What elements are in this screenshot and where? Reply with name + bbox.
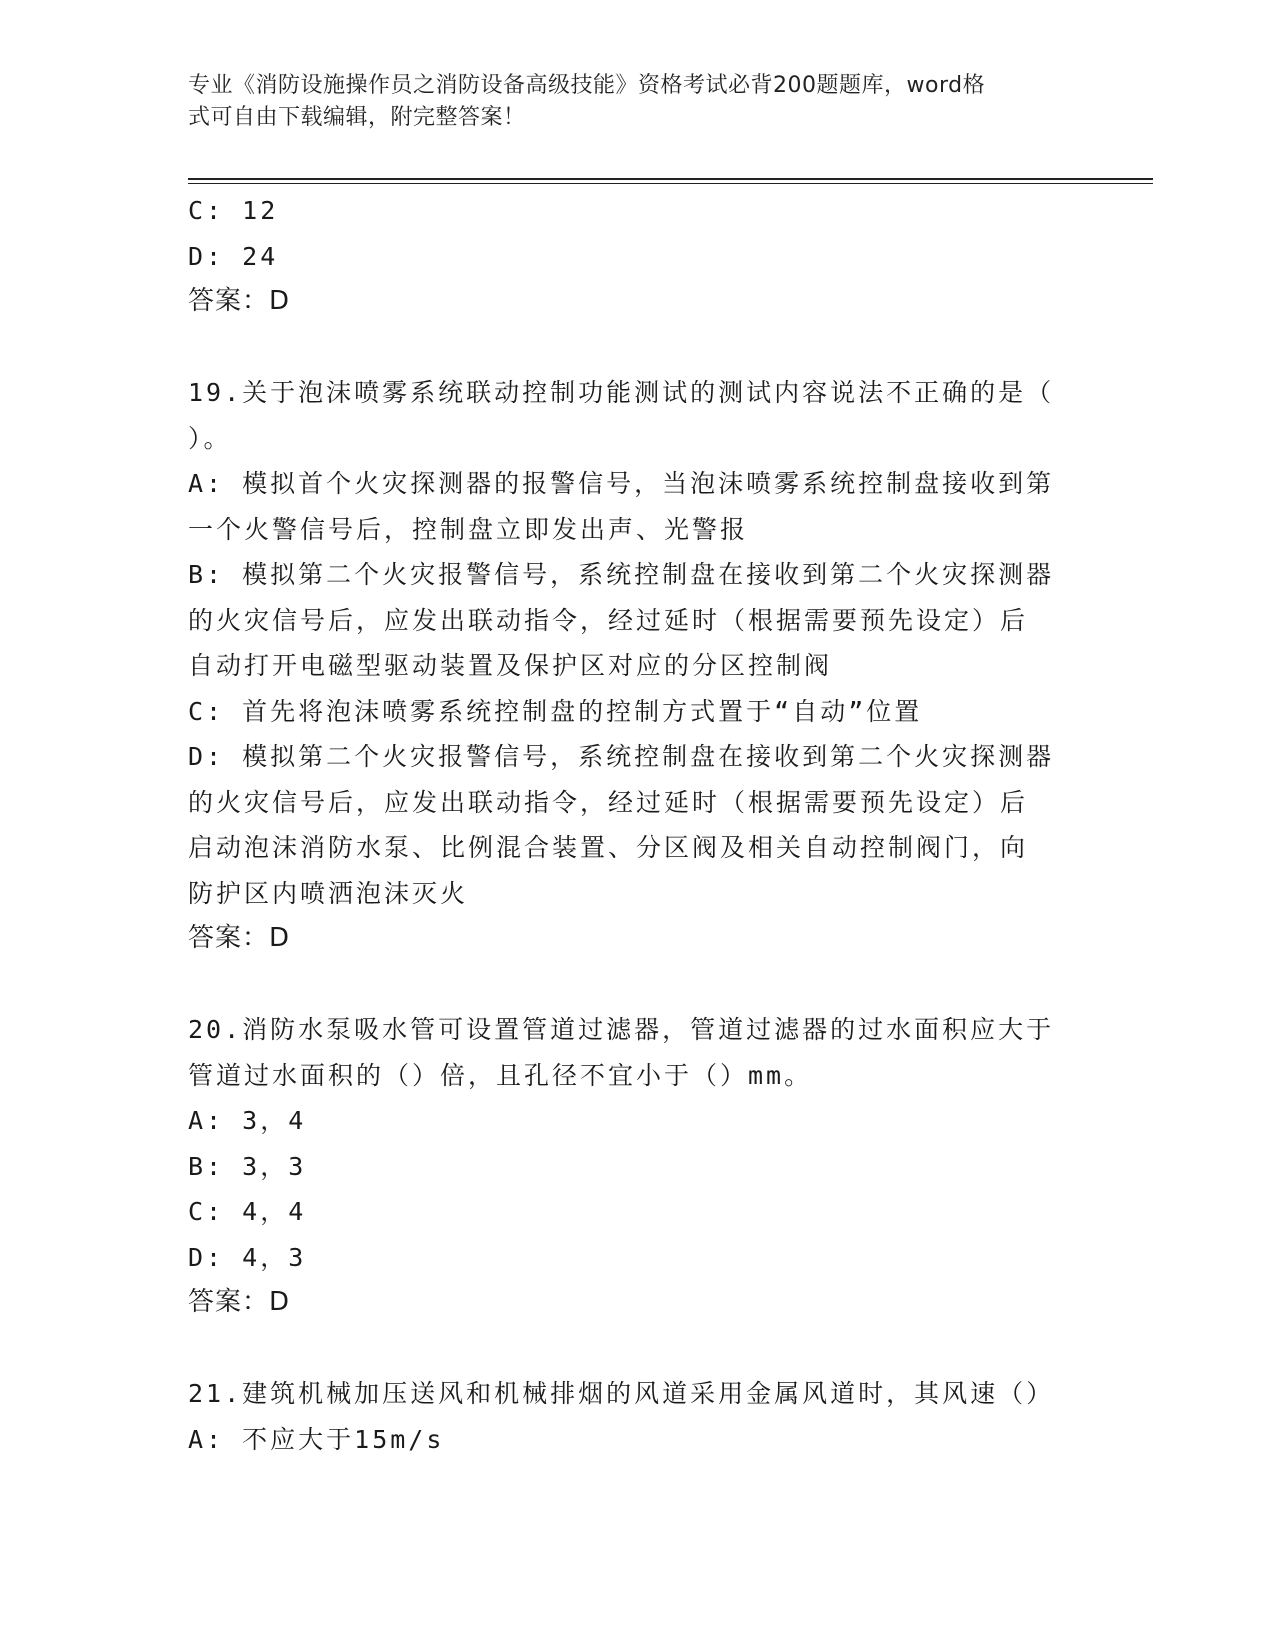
- question-21: [188, 1371, 1088, 1462]
- document-title: [188, 70, 1068, 134]
- option-line: C: 12: [188, 196, 279, 225]
- document-header: [188, 70, 1088, 134]
- answer-line: 答案：D: [188, 286, 291, 316]
- option-line: D: 4，3: [188, 1242, 307, 1272]
- question-stem-line: 管道过水面积的（）倍，且孔径不宜小于（）mm。: [188, 1060, 813, 1090]
- question-stem-line: 20.消防水泵吸水管可设置管道过滤器，管道过滤器的过水面积应大于: [188, 1015, 1055, 1044]
- option-line: 自动打开电磁型驱动装置及保护区对应的分区控制阀: [188, 651, 833, 680]
- option-line: 的火灾信号后，应发出联动指令，经过延时（根据需要预先设定）后: [188, 787, 1029, 817]
- option-line: 的火灾信号后，应发出联动指令，经过延时（根据需要预先设定）后: [188, 605, 1029, 635]
- header-divider: [188, 178, 1153, 184]
- document-title-line-1: 专业《消防设施操作员之消防设备高级技能》资格考试必背200题题库，word格: [188, 73, 986, 98]
- document-body: [188, 188, 1088, 1462]
- answer-line: 答案：D: [188, 923, 291, 953]
- option-line: C: 4，4: [188, 1197, 307, 1226]
- question-20: [188, 1007, 1088, 1326]
- spacer: [188, 962, 1088, 1008]
- option-line: A: 不应大于15m/s: [188, 1424, 445, 1454]
- option-line: 启动泡沫消防水泵、比例混合装置、分区阀及相关自动控制阀门，向: [188, 833, 1029, 862]
- option-line: B: 3，3: [188, 1151, 307, 1181]
- option-line: A: 3，4: [188, 1106, 307, 1135]
- option-line: D: 模拟第二个火灾报警信号，系统控制盘在接收到第二个火灾探测器: [188, 742, 1055, 771]
- spacer: [188, 1326, 1088, 1372]
- document-title-line-2: 式可自由下载编辑，附完整答案！: [188, 105, 526, 130]
- answer-line: 答案：D: [188, 1287, 291, 1317]
- question-18-tail: [188, 188, 1088, 325]
- option-line: D: 24: [188, 241, 279, 271]
- question-stem-line: 21.建筑机械加压送风和机械排烟的风道采用金属风道时，其风速（）: [188, 1379, 1055, 1408]
- option-line: B: 模拟第二个火灾报警信号，系统控制盘在接收到第二个火灾探测器: [188, 560, 1055, 589]
- option-line: C: 首先将泡沫喷雾系统控制盘的控制方式置于“自动”位置: [188, 696, 923, 726]
- question-19: [188, 370, 1088, 962]
- option-line: 防护区内喷洒泡沫灭火: [188, 878, 469, 908]
- question-stem-line: 19.关于泡沫喷雾系统联动控制功能测试的测试内容说法不正确的是（: [188, 378, 1055, 407]
- spacer: [188, 325, 1088, 371]
- option-line: 一个火警信号后，控制盘立即发出声、光警报: [188, 514, 749, 544]
- option-line: A: 模拟首个火灾探测器的报警信号，当泡沫喷雾系统控制盘接收到第: [188, 469, 1055, 498]
- question-stem-line: ）。: [188, 423, 232, 453]
